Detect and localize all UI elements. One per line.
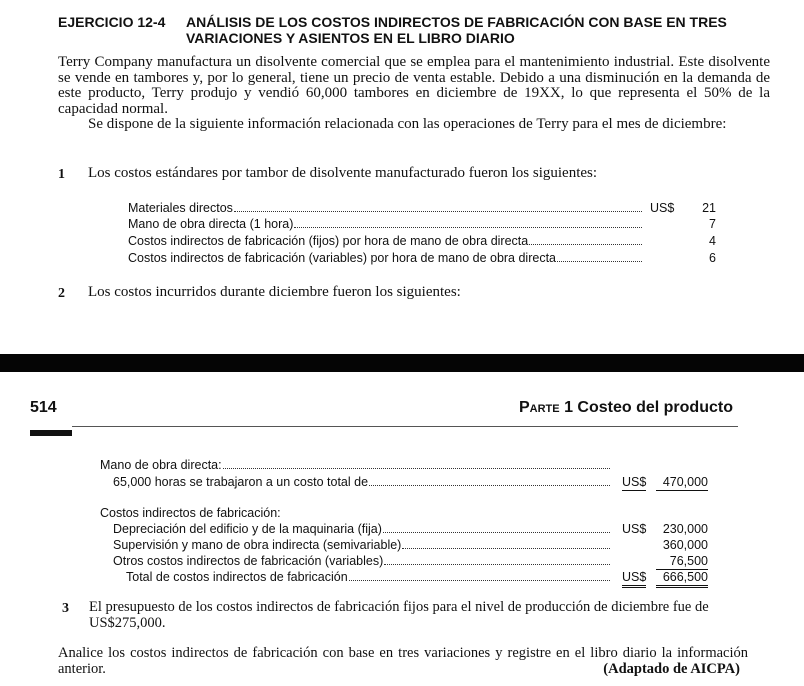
cost-row-value: 7	[709, 217, 716, 231]
cost-row	[128, 250, 644, 266]
header-rule	[72, 426, 738, 427]
overhead-heading: Costos indirectos de fabricación:	[100, 506, 281, 520]
labor-label: 65,000 horas se trabajaron a un costo total de	[113, 475, 369, 489]
labor-heading: Mano de obra directa:	[100, 458, 222, 472]
currency-label: US$	[650, 201, 675, 215]
running-head	[519, 399, 733, 417]
overhead-row-value: 360,000	[662, 538, 708, 552]
exercise-number: EJERCICIO 12-4	[58, 14, 166, 30]
overhead-row-label: Depreciación del edificio y de la maquinaria (fija)	[113, 522, 382, 536]
cost-row-label: Costos indirectos de fabricación (fijos) por hora de mano de obra directa	[128, 234, 529, 248]
labor-heading-row	[100, 457, 612, 473]
leader-dots	[384, 553, 610, 565]
cost-row-value: 6	[709, 251, 716, 265]
page-number: 514	[30, 399, 57, 416]
cost-row-label: Mano de obra directa (1 hora)	[128, 217, 294, 231]
overhead-total-label: Total de costos indirectos de fabricación	[126, 570, 348, 584]
labor-row	[113, 474, 612, 490]
cost-row-label: Costos indirectos de fabricación (variables) por hora de mano de obra directa	[128, 251, 557, 265]
overhead-row-label: Otros costos indirectos de fabricación (variables)	[113, 554, 384, 568]
part-word: Parte	[519, 399, 560, 416]
leader-dots	[557, 250, 642, 262]
leader-dots	[294, 216, 642, 228]
cost-row-label: Materiales directos	[128, 201, 233, 215]
page-break-band	[0, 354, 804, 372]
leader-dots	[529, 233, 642, 245]
overhead-total-row	[126, 569, 612, 585]
intro-paragraph-2: Se dispone de la siguiente información relacionada con las operaciones de Terry para el mes de diciembre:	[88, 116, 727, 132]
labor-value: 470,000	[656, 474, 708, 491]
source-attribution: (Adaptado de AICPA)	[590, 661, 740, 677]
cost-row	[128, 216, 644, 232]
leader-dots	[234, 200, 642, 212]
item-number: 1	[58, 167, 65, 182]
overhead-row	[113, 537, 612, 553]
intro-paragraph: Terry Company manufactura un disolvente comercial que se emplea para el mantenimiento industrial. Este disolvente se vende en tambores y, por lo general, tiene un precio de venta estable. Debido a una disminución en la demanda de este producto, Terry produjo y vendió 60,000 tambores en diciembre de 19XX, lo que representa el 50% de la capacidad normal.	[58, 54, 770, 117]
overhead-row	[113, 521, 612, 537]
leader-dots	[349, 569, 610, 581]
cost-row	[128, 200, 644, 216]
leader-dots	[369, 474, 610, 486]
closing-instruction: Analice los costos indirectos de fabricación con base en tres variaciones y registre en el libro diario la información anterior.	[58, 645, 748, 677]
cost-row	[128, 233, 644, 249]
currency-label: US$	[622, 522, 647, 536]
currency-label: US$	[622, 569, 646, 588]
item-number: 2	[58, 286, 65, 301]
header-bar	[30, 430, 72, 436]
cost-row-value: 4	[709, 234, 716, 248]
overhead-row-label: Supervisión y mano de obra indirecta (semivariable)	[113, 538, 402, 552]
exercise-title: ANÁLISIS DE LOS COSTOS INDIRECTOS DE FABRICACIÓN CON BASE EN TRES VARIACIONES Y ASIENTOS EN EL LIBRO DIARIO	[186, 14, 727, 46]
overhead-row	[113, 553, 612, 569]
overhead-row-value: 230,000	[662, 522, 708, 536]
item-text: Los costos estándares por tambor de disolvente manufacturado fueron los siguientes:	[88, 165, 598, 181]
part-title: 1 Costeo del producto	[564, 399, 733, 416]
leader-dots	[383, 521, 610, 533]
item-text: Los costos incurridos durante diciembre fueron los siguientes:	[88, 284, 461, 300]
overhead-total-value: 666,500	[656, 569, 708, 588]
leader-dots	[402, 537, 610, 549]
item-text: El presupuesto de los costos indirectos de fabricación fijos para el nivel de producción de diciembre fue de US$275,000.	[89, 599, 709, 631]
overhead-row-value: 76,500	[656, 553, 708, 570]
currency-label: US$	[622, 475, 647, 489]
item-number: 3	[62, 601, 69, 616]
cost-row-value: 21	[702, 201, 716, 215]
leader-dots	[223, 457, 610, 469]
